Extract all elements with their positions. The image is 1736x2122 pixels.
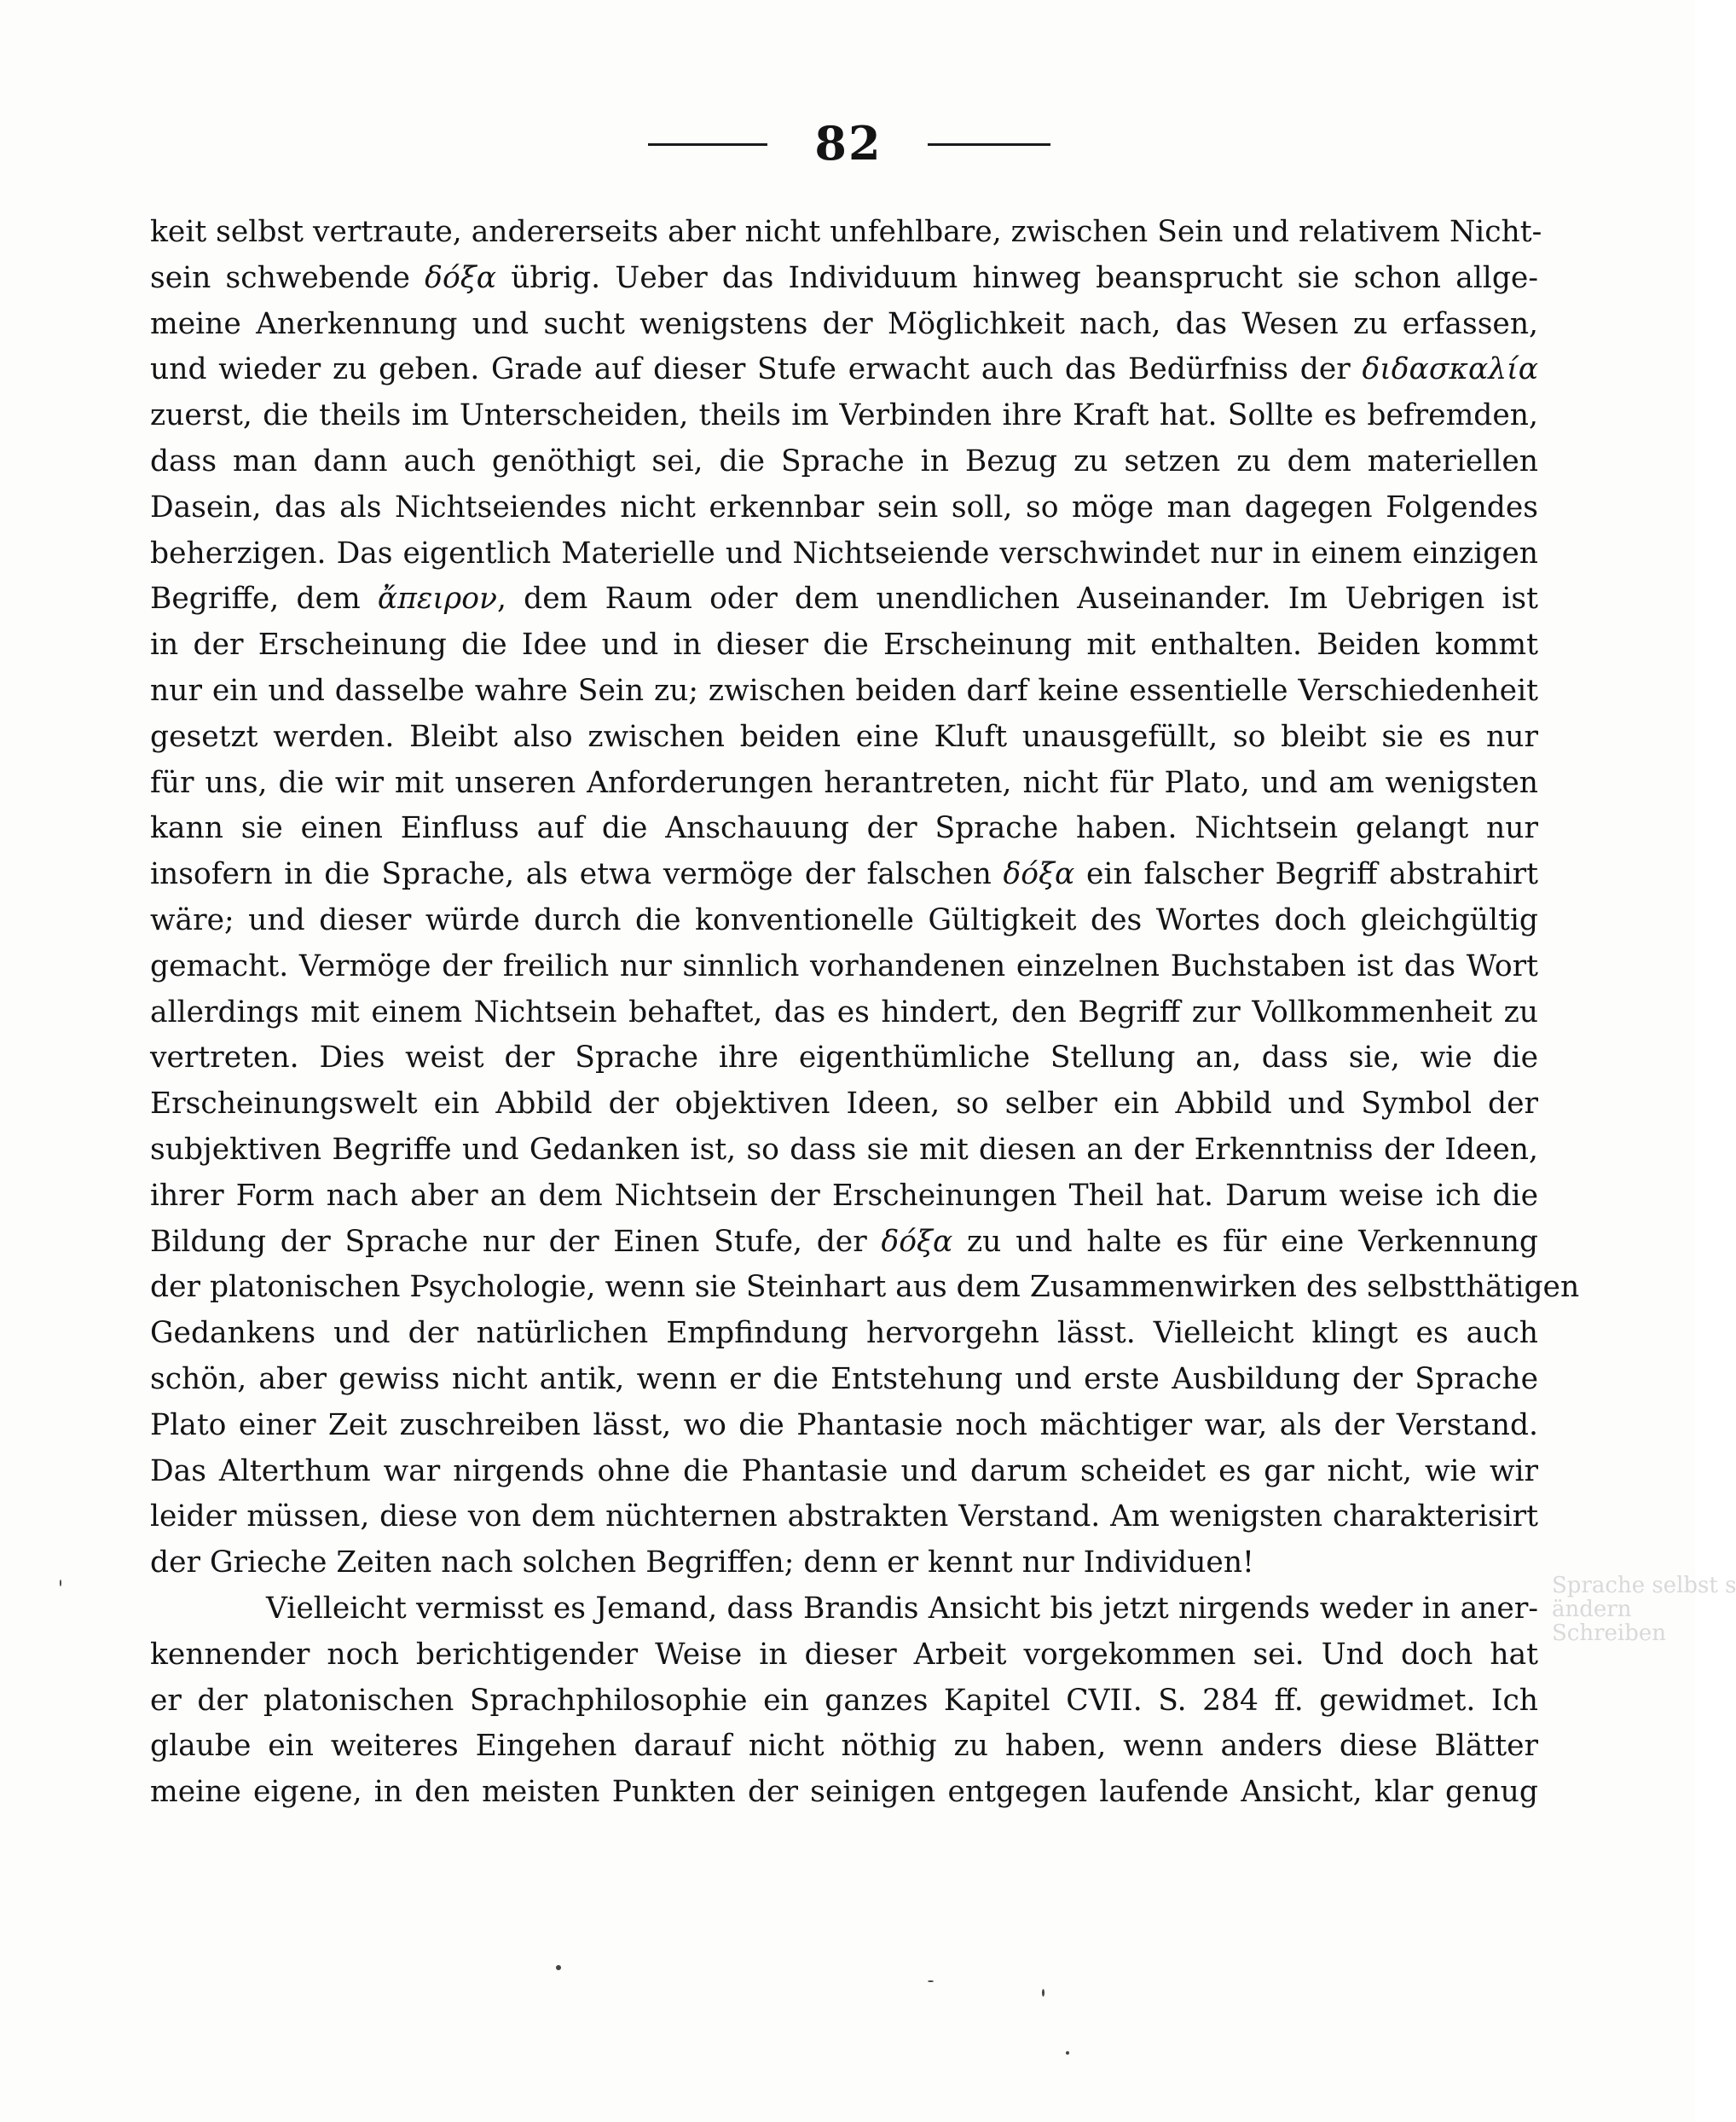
line-text: zuerst, die theils im Unterscheiden, theils im Verbinden ihre Kraft hat. Sollte es befremden, — [150, 398, 1538, 433]
text-line — [150, 1035, 1538, 1081]
line-text: ein falscher Begriff abstrahirt — [1074, 857, 1538, 892]
paper-speck — [928, 1980, 934, 1982]
text-line — [150, 485, 1538, 531]
text-line — [150, 577, 1538, 623]
text-line — [150, 1632, 1538, 1678]
text-line — [150, 990, 1538, 1036]
line-text: leider müssen, diese von dem nüchternen abstrakten Verstand. Am wenigsten charakterisirt — [150, 1499, 1538, 1534]
line-text: glaube ein weiteres Eingehen darauf nicht nöthig zu haben, wenn anders diese Blätter — [150, 1729, 1538, 1764]
text-line — [150, 1586, 1538, 1632]
line-text: Plato einer Zeit zuschreiben lässt, wo die Phantasie noch mächtiger war, als der Verstand. — [150, 1407, 1538, 1442]
text-line — [150, 623, 1538, 669]
line-text: Bildung der Sprache nur der Einen Stufe, der — [150, 1224, 882, 1259]
text-line — [150, 806, 1538, 852]
text-line — [150, 1311, 1538, 1357]
paper-speck — [1066, 2051, 1069, 2055]
page-header — [0, 109, 1695, 177]
line-text: keit selbst vertraute, andererseits aber nicht unfehlbare, zwischen Sein und relativem Nicht- — [150, 215, 1542, 249]
text-line — [150, 1357, 1538, 1403]
line-text: er der platonischen Sprachphilosophie ein ganzes Kapitel CVII. S. 284 ff. gewidmet. Ich — [150, 1683, 1538, 1718]
text-line — [150, 898, 1538, 944]
line-text: meine eigene, in den meisten Punkten der seinigen entgegen laufende Ansicht, klar genug — [150, 1775, 1538, 1810]
paper-speck — [1042, 1989, 1044, 1997]
line-text: zu und halte es für eine Verkennung — [952, 1224, 1539, 1259]
text-line — [150, 669, 1538, 715]
text-line — [150, 761, 1538, 807]
line-text: gesetzt werden. Bleibt also zwischen beiden eine Kluft unausgefüllt, so bleibt sie es nur — [150, 719, 1538, 754]
text-line — [150, 256, 1538, 302]
show-through-line: ändern — [1552, 1597, 1632, 1622]
line-text: der platonischen Psychologie, wenn sie Steinhart aus dem Zusammenwirken des selbstthätigen — [150, 1270, 1580, 1305]
greek-term: δόξα — [425, 260, 497, 295]
text-line — [150, 1494, 1538, 1540]
text-line — [150, 1220, 1538, 1266]
line-text: dass man dann auch genöthigt sei, die Sprache in Bezug zu setzen zu dem materiellen — [150, 444, 1538, 478]
paper-speck — [60, 1580, 61, 1586]
line-text: subjektiven Begriffe und Gedanken ist, so dass sie mit diesen an der Erkenntniss der Ideen, — [150, 1132, 1538, 1167]
line-text: meine Anerkennung und sucht wenigstens der Möglichkeit nach, das Wesen zu erfassen, — [150, 306, 1538, 341]
header-rule-left — [648, 143, 767, 146]
paper-speck — [556, 1965, 561, 1970]
text-line — [150, 1678, 1538, 1725]
line-text: , dem Raum oder dem unendlichen Auseinander. Im Uebrigen ist — [496, 582, 1538, 617]
line-text: kann sie einen Einfluss auf die Anschauung der Sprache haben. Nichtsein gelangt nur — [150, 811, 1538, 846]
body-text — [150, 210, 1580, 1816]
text-line — [150, 1081, 1538, 1128]
line-text: Das Alterthum war nirgends ohne die Phantasie und darum scheidet es gar nicht, wie wir — [150, 1453, 1538, 1488]
show-through-line: Sprache selbst s — [1552, 1573, 1736, 1598]
show-through-line: Schreiben — [1552, 1620, 1667, 1646]
page-number: 82 — [814, 116, 882, 171]
line-text: für uns, die wir mit unseren Anforderungen herantreten, nicht für Plato, und am wenigsten — [150, 765, 1538, 800]
line-text: gemacht. Vermöge der freilich nur sinnlich vorhandenen einzelnen Buchstaben ist das Wort — [150, 948, 1538, 983]
greek-term: δόξα — [881, 1224, 953, 1259]
text-line — [150, 1449, 1538, 1495]
text-line — [150, 347, 1538, 393]
greek-term: ἄπειρον — [377, 582, 497, 617]
header-rule-right — [928, 143, 1050, 146]
line-text: der Grieche Zeiten nach solchen Begriffen; denn er kennt nur Individuen! — [150, 1545, 1254, 1580]
line-text: allerdings mit einem Nichtsein behaftet, das es hindert, den Begriff zur Vollkommenheit zu — [150, 994, 1538, 1029]
text-line — [150, 1128, 1538, 1174]
text-line — [150, 1403, 1538, 1449]
line-text: ihrer Form nach aber an dem Nichtsein der Erscheinungen Theil hat. Darum weise ich die — [150, 1178, 1538, 1213]
line-text: in der Erscheinung die Idee und in dieser die Erscheinung mit enthalten. Beiden kommt — [150, 628, 1538, 663]
text-line — [150, 393, 1538, 439]
text-line — [150, 1540, 1538, 1586]
line-text: wäre; und dieser würde durch die konventionelle Gültigkeit des Wortes doch gleichgültig — [150, 902, 1538, 937]
greek-term: διδασκαλία — [1362, 352, 1538, 387]
text-line — [150, 1265, 1580, 1311]
text-line — [150, 439, 1538, 485]
greek-term: δόξα — [1003, 857, 1075, 892]
text-line — [150, 852, 1538, 898]
text-line — [150, 302, 1538, 348]
line-text: und wieder zu geben. Grade auf dieser Stufe erwacht auch das Bedürfniss der — [150, 352, 1363, 387]
line-text: Erscheinungswelt ein Abbild der objektiven Ideen, so selber ein Abbild und Symbol der — [150, 1087, 1538, 1122]
line-text: nur ein und dasselbe wahre Sein zu; zwischen beiden darf keine essentielle Verschiedenheit — [150, 673, 1538, 708]
text-line — [150, 1174, 1538, 1220]
text-line — [150, 210, 1542, 256]
line-text: insofern in die Sprache, als etwa vermöge der falschen — [150, 857, 1004, 892]
show-through-text — [1552, 1573, 1736, 1676]
text-line — [150, 531, 1538, 577]
line-text: Gedankens und der natürlichen Empfindung hervorgehn lässt. Vielleicht klingt es auch — [150, 1316, 1538, 1351]
line-text: Begriffe, dem — [150, 582, 378, 617]
text-line — [150, 1770, 1538, 1816]
line-text: beherzigen. Das eigentlich Materielle und Nichtseiende verschwindet nur in einem einzigen — [150, 536, 1538, 571]
line-text: übrig. Ueber das Individuum hinweg beansprucht sie schon allge- — [496, 260, 1539, 295]
line-text: schön, aber gewiss nicht antik, wenn er die Entstehung und erste Ausbildung der Sprache — [150, 1361, 1538, 1396]
text-line — [150, 1724, 1538, 1770]
line-text: Vielleicht vermisst es Jemand, dass Brandis Ansicht bis jetzt nirgends weder in aner- — [266, 1591, 1538, 1626]
line-text: Dasein, das als Nichtseiendes nicht erkennbar sein soll, so möge man dagegen Folgendes — [150, 490, 1538, 525]
text-line — [150, 944, 1538, 990]
line-text: vertreten. Dies weist der Sprache ihre eigenthümliche Stellung an, dass sie, wie die — [150, 1041, 1538, 1075]
text-line — [150, 715, 1538, 761]
line-text: kennender noch berichtigender Weise in dieser Arbeit vorgekommen sei. Und doch hat — [150, 1637, 1538, 1672]
line-text: sein schwebende — [150, 260, 425, 295]
